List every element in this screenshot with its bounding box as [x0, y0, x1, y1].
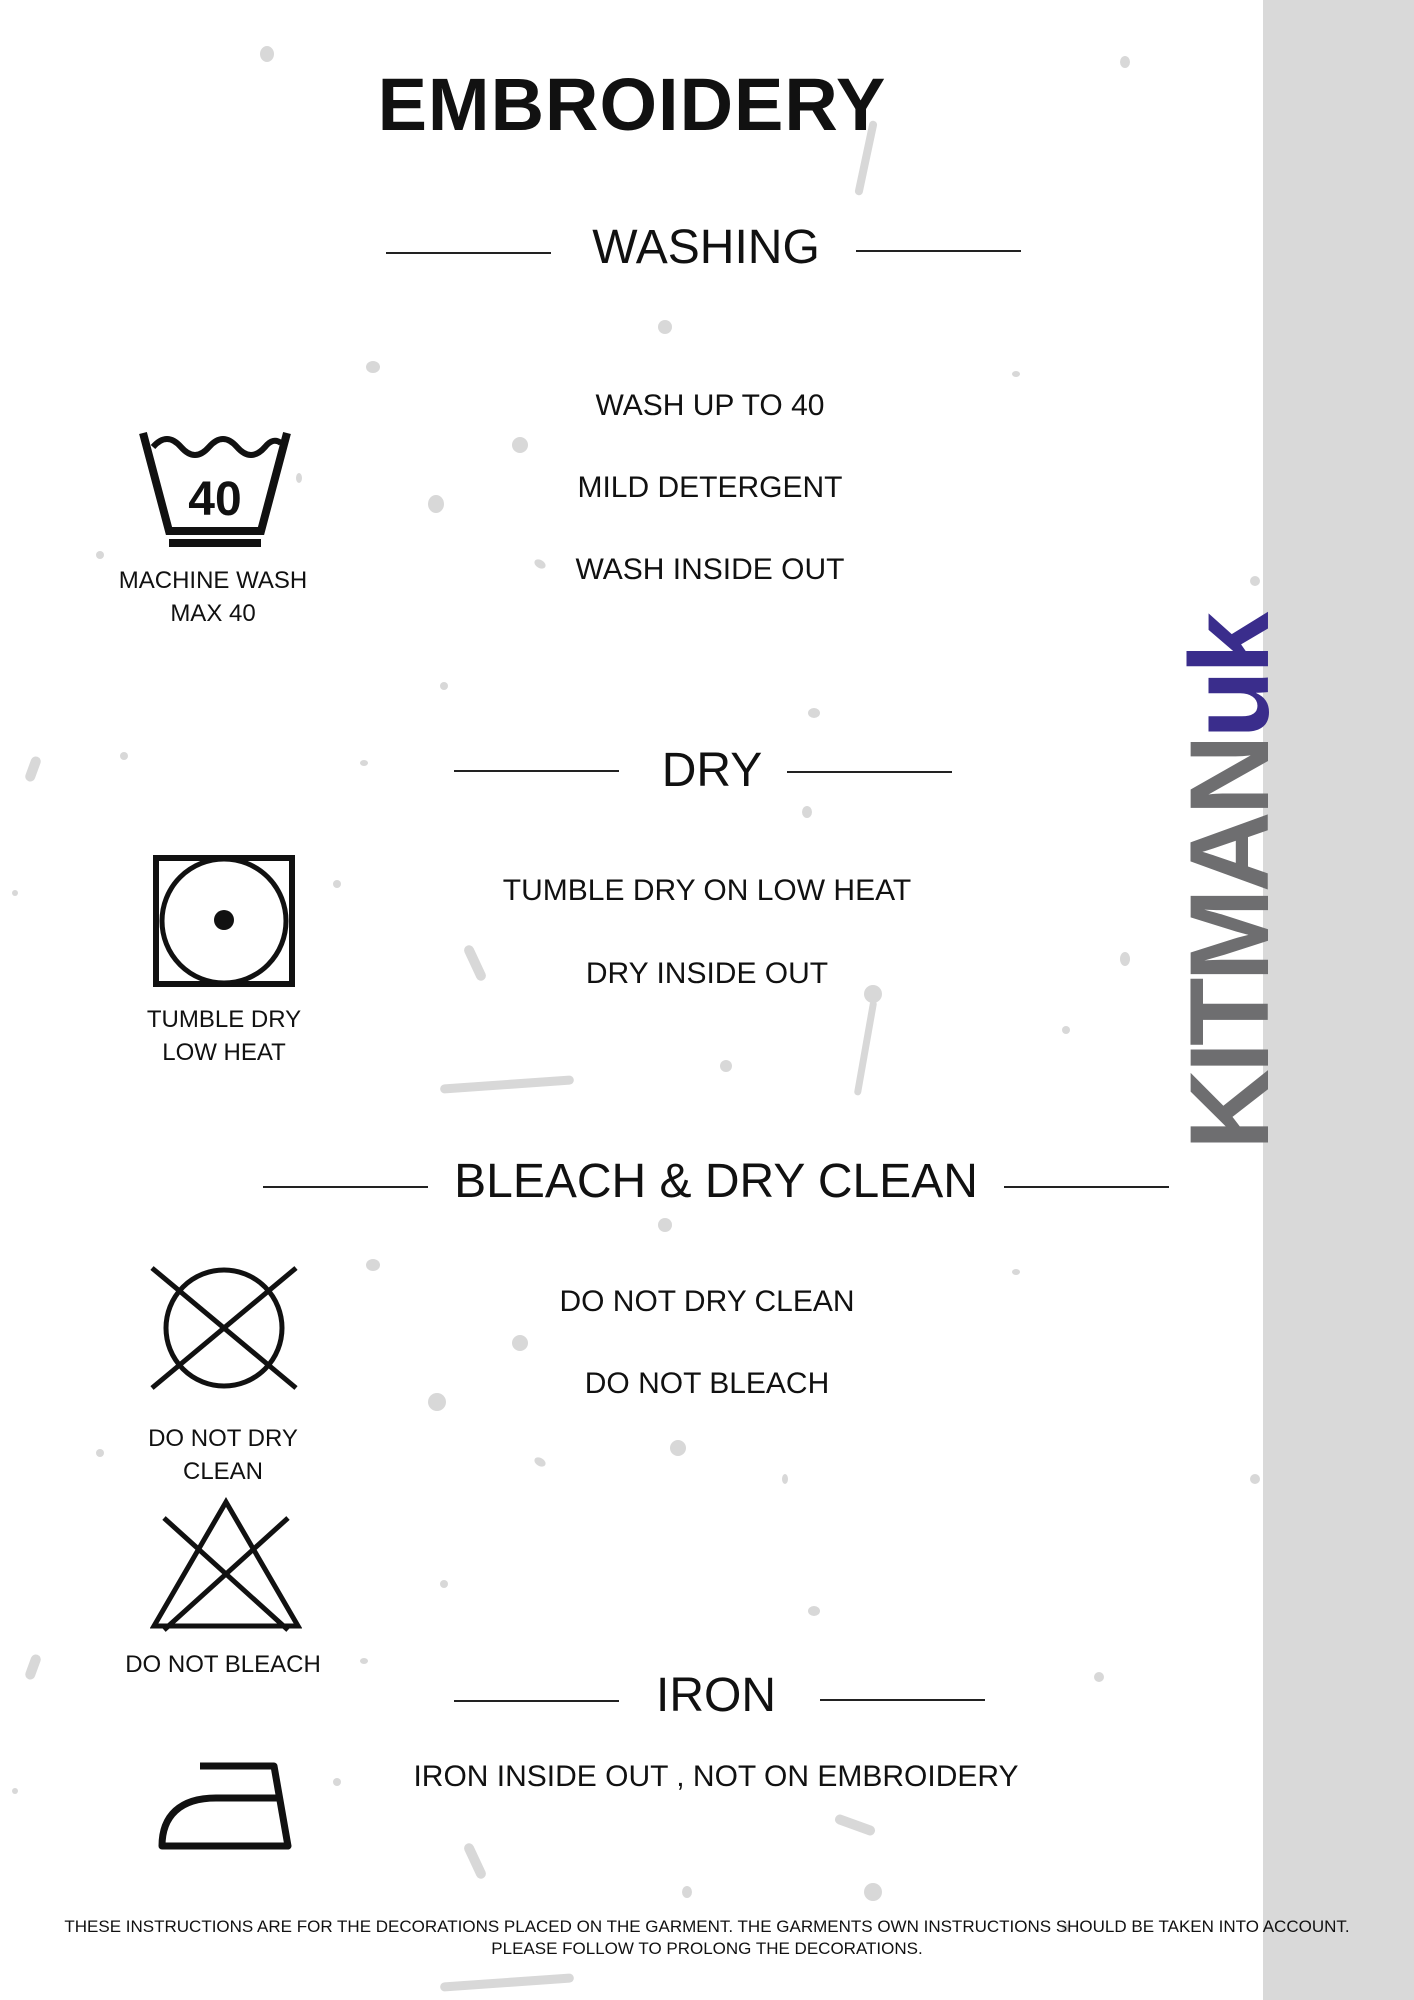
- bleach-rule-right: [1004, 1186, 1169, 1188]
- machine-wash-caption-line2: MAX 40: [170, 600, 256, 627]
- iron-line-1: IRON INSIDE OUT , NOT ON EMBROIDERY: [413, 1760, 1019, 1793]
- bleach-line-2: DO NOT BLEACH: [584, 1367, 830, 1400]
- dry-rule-right: [787, 771, 952, 773]
- dry-line-1: TUMBLE DRY ON LOW HEAT: [502, 874, 912, 907]
- washing-rule-right: [856, 250, 1021, 252]
- dry-rule-left: [454, 770, 619, 772]
- washing-heading: WASHING: [592, 221, 820, 274]
- washing-line-1: WASH UP TO 40: [595, 389, 825, 422]
- machine-wash-caption-line1: MACHINE WASH: [118, 567, 308, 594]
- tumble-dry-low-heat-icon: [152, 854, 296, 988]
- do-not-dry-clean-caption: [110, 1422, 336, 1488]
- tumble-dry-caption-line2: LOW HEAT: [162, 1039, 286, 1066]
- bleach-rule-left: [263, 1186, 428, 1188]
- footer-note: [0, 1916, 1414, 1960]
- wash-temperature-label: 40: [188, 473, 242, 526]
- tumble-dry-caption-line1: TUMBLE DRY: [146, 1006, 302, 1033]
- washing-rule-left: [386, 252, 551, 254]
- do-not-bleach-icon: [150, 1496, 302, 1632]
- page-title: EMBROIDERY: [377, 63, 887, 146]
- dry-line-2: DRY INSIDE OUT: [585, 957, 829, 990]
- brand-logo-part2: MAN: [1167, 738, 1292, 982]
- washing-line-2: MILD DETERGENT: [577, 471, 843, 504]
- footer-line-1: THESE INSTRUCTIONS ARE FOR THE DECORATIONS PLACED ON THE GARMENT. THE GARMENTS OWN INSTRUCTIONS SHOULD BE TAKEN INTO ACCOUNT.: [64, 1917, 1350, 1936]
- bleach-line-1: DO NOT DRY CLEAN: [559, 1285, 855, 1318]
- iron-heading: IRON: [656, 1669, 776, 1722]
- iron-rule-right: [820, 1699, 985, 1701]
- do-not-dry-clean-icon: [148, 1264, 300, 1392]
- dry-heading: DRY: [661, 744, 763, 797]
- do-not-dry-clean-caption-line1: DO NOT DRY: [148, 1425, 298, 1452]
- brand-logo-part1: KIT: [1167, 981, 1292, 1150]
- do-not-dry-clean-caption-line2: CLEAN: [182, 1458, 264, 1485]
- bleach-heading: BLEACH & DRY CLEAN: [454, 1155, 978, 1208]
- washing-line-3: WASH INSIDE OUT: [575, 553, 845, 586]
- do-not-bleach-caption: DO NOT BLEACH: [125, 1651, 321, 1678]
- brand-logo-part3: uk: [1167, 615, 1292, 739]
- machine-wash-caption: [100, 564, 326, 630]
- tumble-dry-caption: [112, 1003, 336, 1069]
- iron-icon: [154, 1758, 294, 1854]
- brand-logo: [1167, 615, 1292, 1150]
- footer-line-2: PLEASE FOLLOW TO PROLONG THE DECORATIONS.: [491, 1939, 923, 1958]
- iron-rule-left: [454, 1700, 619, 1702]
- machine-wash-40-icon: [135, 425, 295, 551]
